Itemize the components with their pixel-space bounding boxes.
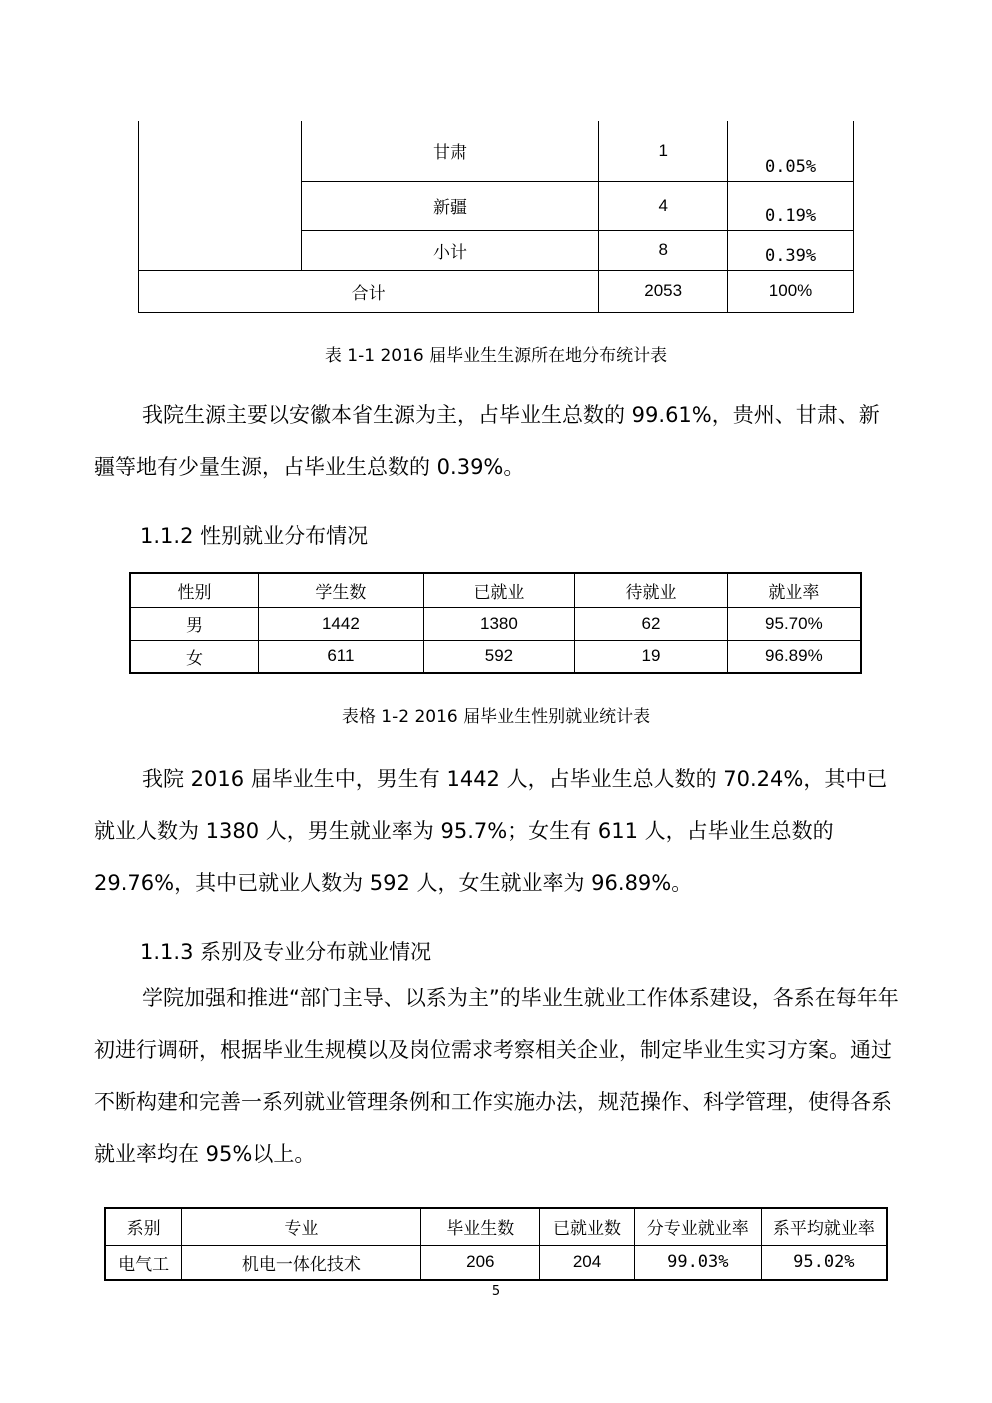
employed-cell: 592 (423, 640, 575, 673)
paragraph-gender-summary: 我院 2016 届毕业生中，男生有 1442 人，占毕业生总人数的 70.24%，其中已就业人数为 1380 人，男生就业率为 95.7%；女生有 611 人，占毕业生总数的 29.76%，其中已就业人数为 592 人，女生就业率为 96.89%。 (94, 767, 888, 895)
table-1-1-caption: 表 1-1 2016 届毕业生生源所在地分布统计表 (324, 346, 668, 366)
region-distribution-table (138, 121, 854, 313)
subtotal-percent-cell: 0.39% (728, 230, 854, 270)
header-department-avg-rate: 系平均就业率 (761, 1208, 887, 1245)
paragraph-department-summary: 学院加强和推进“部门主导、以系为主”的毕业生就业工作体系建设，各系在每年年初进行调研，根据毕业生规模以及岗位需求考察相关企业，制定毕业生实习方案。通过不断构建和完善一系列就业管理条例和工作实施办法，规范操作、科学管理，使得各系就业率均在 95%以上。 (94, 986, 899, 1166)
major-rate-cell: 99.03% (634, 1245, 761, 1280)
rate-cell: 95.70% (727, 607, 861, 640)
section-heading-1-1-2: 1.1.2 性别就业分布情况 (140, 524, 369, 548)
department-cell: 电气工 (105, 1245, 182, 1280)
count-cell: 4 (599, 181, 728, 230)
employed-count-cell: 204 (540, 1245, 635, 1280)
header-students: 学生数 (259, 573, 424, 607)
department-employment-table (104, 1207, 888, 1281)
students-cell: 611 (259, 640, 424, 673)
pending-cell: 19 (575, 640, 728, 673)
percent-cell: 0.05% (728, 121, 854, 181)
section-heading-1-1-3: 1.1.3 系别及专业分布就业情况 (140, 940, 432, 964)
subtotal-label-cell: 小计 (301, 230, 599, 270)
header-gender: 性别 (130, 573, 259, 607)
table-1-2-caption: 表格 1-2 2016 届毕业生性别就业统计表 (341, 707, 651, 727)
paragraph-source-summary: 我院生源主要以安徽本省生源为主，占毕业生总数的 99.61%，贵州、甘肃、新疆等地有少量生源，占毕业生总数的 0.39%。 (94, 403, 880, 479)
employed-cell: 1380 (423, 607, 575, 640)
province-group-cell (139, 121, 302, 270)
students-cell: 1442 (259, 607, 424, 640)
header-employed: 已就业 (423, 573, 575, 607)
total-percent-cell: 100% (728, 270, 854, 312)
region-cell: 甘肃 (301, 121, 599, 181)
header-rate: 就业率 (727, 573, 861, 607)
department-avg-rate-cell: 95.02% (761, 1245, 887, 1280)
gender-cell: 男 (130, 607, 259, 640)
region-cell: 新疆 (301, 181, 599, 230)
subtotal-count-cell: 8 (599, 230, 728, 270)
header-pending: 待就业 (575, 573, 728, 607)
pending-cell: 62 (575, 607, 728, 640)
header-major: 专业 (182, 1208, 421, 1245)
gender-cell: 女 (130, 640, 259, 673)
graduates-cell: 206 (421, 1245, 540, 1280)
major-cell: 机电一体化技术 (182, 1245, 421, 1280)
count-cell: 1 (599, 121, 728, 181)
header-department: 系别 (105, 1208, 182, 1245)
header-major-rate: 分专业就业率 (634, 1208, 761, 1245)
total-count-cell: 2053 (599, 270, 728, 312)
gender-employment-table (129, 572, 862, 674)
page-number: 5 (491, 1284, 501, 1299)
header-graduates: 毕业生数 (421, 1208, 540, 1245)
percent-cell: 0.19% (728, 181, 854, 230)
rate-cell: 96.89% (727, 640, 861, 673)
header-employed-count: 已就业数 (540, 1208, 635, 1245)
total-label-cell: 合计 (139, 270, 599, 312)
